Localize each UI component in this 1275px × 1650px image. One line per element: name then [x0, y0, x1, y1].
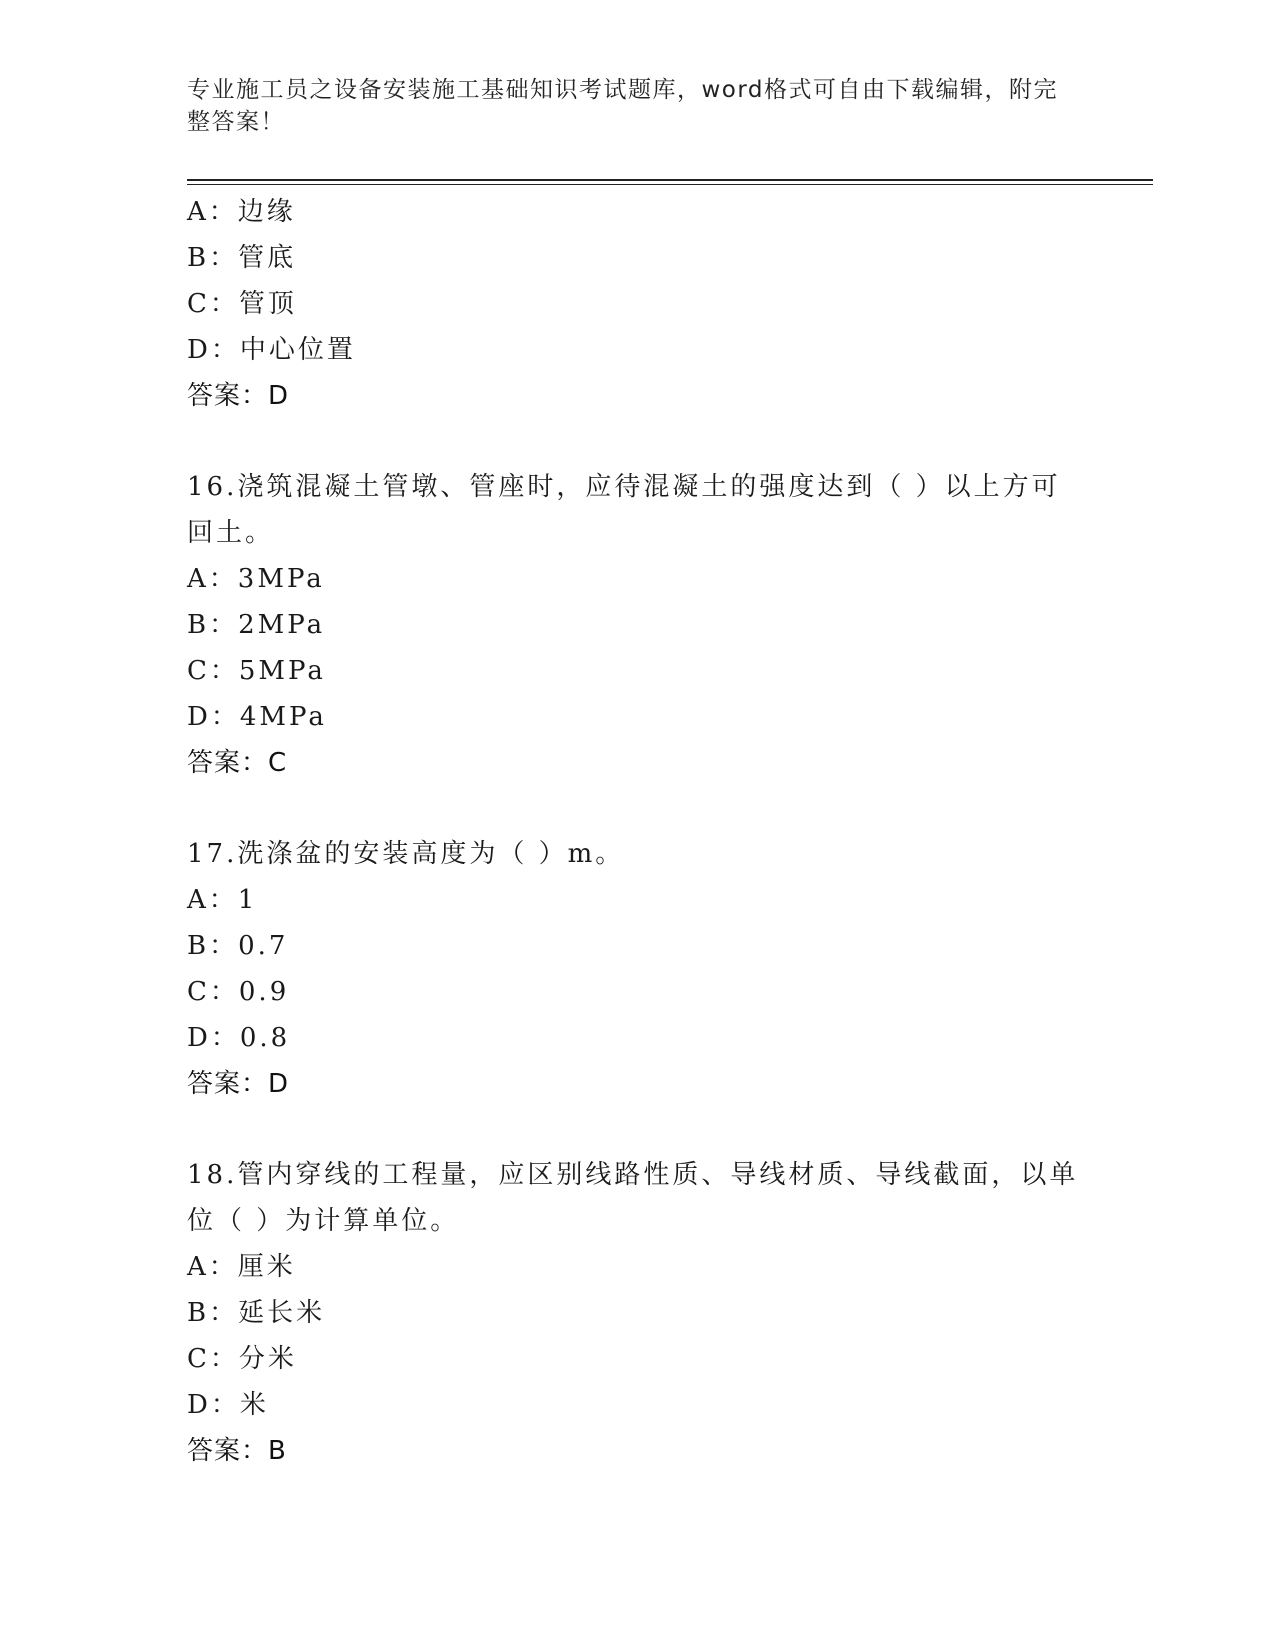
answer: 答案：D [187, 381, 290, 411]
option-c: C：管顶 [187, 289, 297, 319]
option-d: D：0.8 [187, 1023, 291, 1053]
option-c: C：5MPa [187, 656, 326, 686]
option-d: D：4MPa [187, 702, 327, 732]
question-stem-line-2: 回土。 [187, 518, 275, 548]
answer: 答案：B [187, 1436, 287, 1466]
option-c: C：0.9 [187, 977, 290, 1007]
header-rule-thick [187, 179, 1153, 181]
document-header [187, 74, 1067, 138]
spacer [187, 786, 1153, 831]
document-content [187, 189, 1153, 1474]
question-17 [187, 831, 1153, 1107]
spacer [187, 419, 1153, 464]
answer: 答案：D [187, 1069, 290, 1099]
option-b: B：0.7 [187, 931, 289, 961]
option-b: B：管底 [187, 243, 297, 273]
spacer [187, 1107, 1153, 1152]
header-rule-thin [187, 184, 1153, 185]
option-a: A：厘米 [187, 1252, 296, 1282]
question-stem-line-1: 17.洗涤盆的安装高度为（ ）m。 [187, 839, 625, 869]
option-d: D：米 [187, 1390, 269, 1420]
question-18 [187, 1152, 1153, 1474]
option-b: B：延长米 [187, 1298, 326, 1328]
question-stem-line-1: 18.管内穿线的工程量，应区别线路性质、导线材质、导线截面，以单 [187, 1160, 1079, 1190]
option-a: A：1 [187, 885, 258, 915]
question-stem-line-2: 位（ ）为计算单位。 [187, 1206, 460, 1236]
question-15 [187, 189, 1153, 419]
question-16 [187, 464, 1153, 786]
option-c: C：分米 [187, 1344, 297, 1374]
question-stem-line-1: 16.浇筑混凝土管墩、管座时，应待混凝土的强度达到（ ）以上方可 [187, 472, 1061, 502]
option-d: D：中心位置 [187, 335, 356, 365]
header-title-line-2: 整答案！ [187, 109, 285, 135]
option-a: A：边缘 [187, 197, 296, 227]
option-b: B：2MPa [187, 610, 326, 640]
header-title-line-1: 专业施工员之设备安装施工基础知识考试题库，word格式可自由下载编辑，附完 [187, 77, 1059, 103]
option-a: A：3MPa [187, 564, 325, 594]
answer: 答案：C [187, 748, 288, 778]
